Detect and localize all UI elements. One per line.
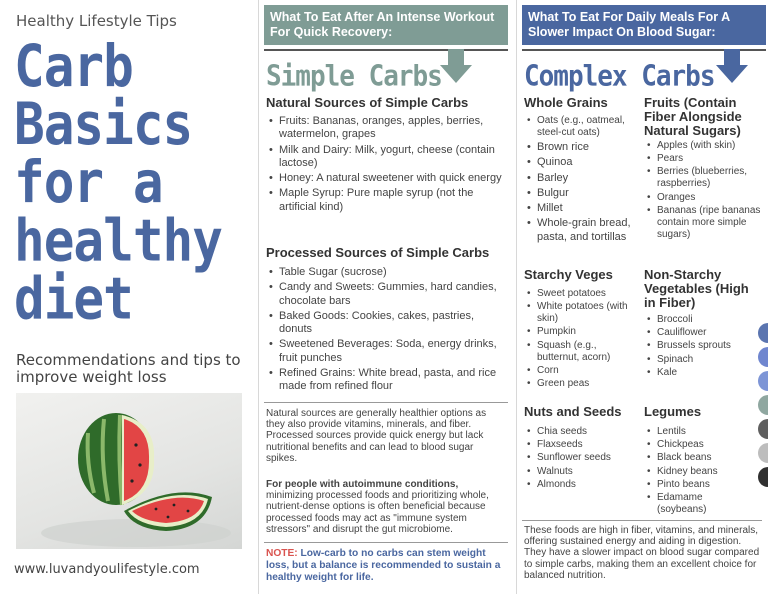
list-item: • Edamame (soybeans) (644, 492, 744, 516)
list-item: • Barley (524, 172, 638, 185)
list-item: • Spinach (644, 354, 764, 366)
list-item: • Berries (blueberries, raspberries) (644, 166, 766, 190)
simple-carbs-column (258, 0, 516, 594)
list-item: • Squash (e.g., butternut, acorn) (524, 340, 636, 364)
list-item: • Oranges (644, 192, 766, 204)
title-line: Carb (14, 33, 133, 101)
note-text: Low-carb to no carbs can stem weight loss, but a balance is recommended to sustain a healthy weight for life. (266, 548, 501, 583)
section-divider (522, 520, 762, 521)
down-arrow-icon (438, 49, 474, 85)
list-item: • Pears (644, 153, 766, 165)
list-item: • Pumpkin (524, 326, 636, 338)
whole-grains-title: Whole Grains (524, 95, 608, 110)
list-item: • Pinto beans (644, 479, 744, 491)
nuts-seeds-list (524, 426, 636, 492)
natural-sources-title: Natural Sources of Simple Carbs (266, 95, 469, 110)
list-item: • Sunflower seeds (524, 452, 636, 464)
autoimmune-text: minimizing processed foods and prioritizing whole, nutrient-dense options is often beneficial because processed foods may act as "immune system stressors" and disrupt the gut microbiome. (266, 490, 489, 535)
list-item: • Maple Syrup: Pure maple syrup (not the artificial kind) (266, 187, 502, 214)
list-item: • Bulgur (524, 187, 638, 200)
list-item: • Flaxseeds (524, 439, 636, 451)
color-swatch (758, 443, 768, 463)
legumes-list (644, 426, 744, 517)
non-starchy-list (644, 314, 764, 380)
color-swatch (758, 371, 768, 391)
list-item: • Baked Goods: Cookies, cakes, pastries, donuts (266, 310, 502, 337)
list-item: • Fruits: Bananas, oranges, apples, berries, watermelon, grapes (266, 115, 502, 142)
list-item: • Broccoli (644, 314, 764, 326)
list-item: • Bananas (ripe bananas contain more simple sugars) (644, 205, 766, 241)
title-line: diet (14, 266, 133, 334)
list-item: • Sweet potatoes (524, 288, 636, 300)
list-item: • Whole-grain bread, pasta, and tortillas (524, 217, 638, 244)
list-item: • Brussels sprouts (644, 340, 764, 352)
list-item: • Chickpeas (644, 439, 744, 451)
natural-sources-list (266, 115, 502, 216)
list-item: • Millet (524, 202, 638, 215)
list-item: • Lentils (644, 426, 744, 438)
simple-paragraph: Natural sources are generally healthier options as they also provide vitamins, minerals, and fiber. Processed sources provide quick energy but lack nutritional benefits and can lead to blood sugar spikes. (266, 408, 487, 464)
list-item: • Walnuts (524, 466, 636, 478)
autoimmune-lead: For people with autoimmune conditions, (266, 479, 459, 490)
section-divider (264, 402, 508, 403)
complex-carbs-column (516, 0, 768, 594)
subtitle: Recommendations and tips to improve weight loss (16, 351, 241, 386)
autoimmune-paragraph (266, 479, 506, 535)
list-item: • Green peas (524, 378, 636, 390)
title-line: for a (14, 149, 163, 217)
list-item: • Kidney beans (644, 466, 744, 478)
simple-carbs-heading: Simple Carbs (266, 60, 442, 93)
watermelon-photo (16, 393, 242, 549)
non-starchy-title: Non-Starchy Vegetables (High in Fiber) (644, 267, 749, 310)
processed-sources-list (266, 266, 502, 396)
down-arrow-icon (714, 49, 750, 85)
website-url: www.luvandyoulifestyle.com (14, 562, 200, 577)
starchy-veges-title: Starchy Veges (524, 267, 613, 282)
left-column (0, 0, 258, 594)
starchy-veges-list (524, 288, 636, 391)
list-item: • Kale (644, 367, 764, 379)
list-item: • Refined Grains: White bread, pasta, and rice made from refined flour (266, 367, 502, 394)
fruits-list (644, 140, 766, 242)
list-item: • Black beans (644, 452, 744, 464)
title-line: Basics (14, 91, 193, 159)
title-line: healthy (14, 207, 222, 276)
color-swatch (758, 395, 768, 415)
list-item: • Corn (524, 365, 636, 377)
list-item: • Honey: A natural sweetener with quick energy (266, 172, 502, 185)
simple-banner: What To Eat After An Intense Workout For Quick Recovery: (264, 5, 508, 45)
legumes-title: Legumes (644, 404, 702, 419)
watermelon-illustration (16, 393, 242, 549)
note-label: NOTE: (266, 548, 298, 559)
list-item: • Table Sugar (sucrose) (266, 266, 502, 279)
color-swatch (758, 419, 768, 439)
list-item: • Brown rice (524, 141, 638, 154)
section-divider (264, 542, 508, 543)
nuts-seeds-title: Nuts and Seeds (524, 404, 622, 419)
list-item: • Candy and Sweets: Gummies, hard candies, chocolate bars (266, 281, 502, 308)
list-item: • Cauliflower (644, 327, 764, 339)
list-item: • Oats (e.g., oatmeal, steel-cut oats) (524, 115, 638, 139)
complex-paragraph: These foods are high in fiber, vitamins, and minerals, offering sustained energy and aiding in digestion. They have a slower impact on blood sugar compared to simple carbs, making them an excellent choice for balanced nutrition. (524, 525, 760, 581)
main-title (14, 33, 254, 334)
complex-banner: What To Eat For Daily Meals For A Slower Impact On Blood Sugar: (522, 5, 766, 45)
list-item: • Quinoa (524, 156, 638, 169)
list-item: • White potatoes (with skin) (524, 301, 636, 325)
list-item: • Milk and Dairy: Milk, yogurt, cheese (contain lactose) (266, 144, 502, 171)
list-item: • Chia seeds (524, 426, 636, 438)
color-swatch (758, 467, 768, 487)
list-item: • Sweetened Beverages: Soda, energy drinks, fruit punches (266, 338, 502, 365)
complex-carbs-heading: Complex Carbs (524, 60, 715, 93)
list-item: • Almonds (524, 479, 636, 491)
tagline: Healthy Lifestyle Tips (16, 12, 177, 30)
list-item: • Apples (with skin) (644, 140, 766, 152)
note-box (266, 548, 510, 584)
processed-sources-title: Processed Sources of Simple Carbs (266, 245, 490, 260)
whole-grains-list (524, 115, 638, 246)
fruits-title: Fruits (Contain Fiber Alongside Natural Sugars) (644, 95, 742, 138)
